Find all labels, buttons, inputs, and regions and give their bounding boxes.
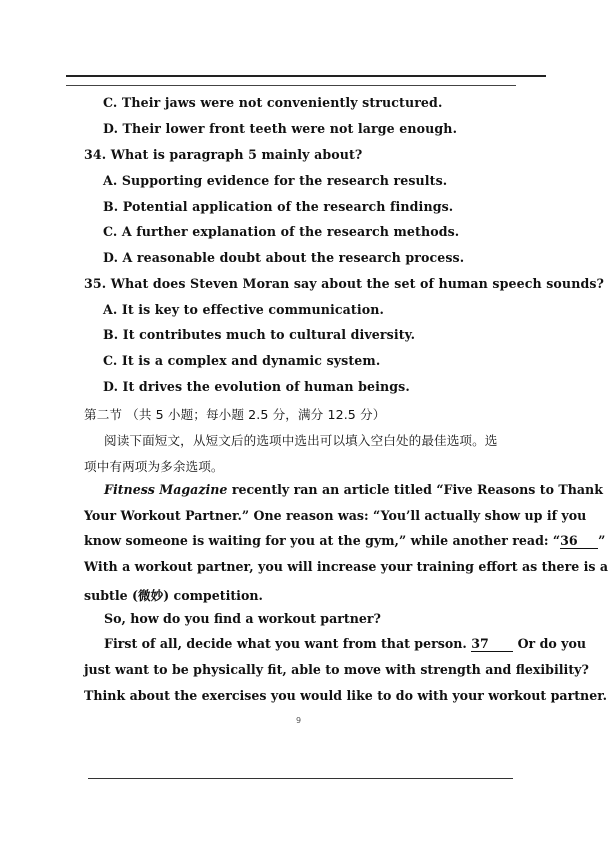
passage-p3-line1: First of all, decide what you want from that person. 37 Or do you: [104, 636, 587, 651]
instruction-line-1: 阅读下面短文，从短文后的选项中选出可以填入空白处的最佳选项。选: [104, 433, 498, 448]
passage-p3-line3: Think about the exercises you would like to do with your workout partner.: [84, 688, 608, 703]
header-rule-thin: [66, 85, 516, 86]
q35-option-c: C. It is a complex and dynamic system.: [103, 353, 381, 368]
passage-p1-line1: Fitness Magazine recently ran an article titled “Five Reasons to Thank: [104, 482, 603, 497]
q35-option-b: B. It contributes much to cultural diversity.: [103, 327, 416, 342]
passage-p1-line5: subtle (微妙) competition.: [84, 588, 263, 603]
q34-option-c: C. A further explanation of the research methods.: [103, 224, 460, 239]
instruction-line-2: 项中有两项为多余选项。: [84, 459, 224, 474]
passage-p1-line2: Your Workout Partner.” One reason was: “You’ll actually show up if you: [84, 508, 587, 523]
q33-option-d: D. Their lower front teeth were not large enough.: [103, 121, 458, 136]
q33-option-c: C. Their jaws were not conveniently structured.: [103, 95, 443, 110]
footer-rule: [88, 778, 513, 779]
q34-option-a: A. Supporting evidence for the research results.: [103, 173, 448, 188]
blank-37[interactable]: 37: [471, 637, 513, 652]
page-number: 9: [296, 716, 302, 725]
header-rule: [66, 75, 546, 77]
blank-36[interactable]: 36: [560, 534, 598, 549]
passage-p1-line4: With a workout partner, you will increase your training effort as there is a: [84, 559, 608, 574]
q34-option-d: D. A reasonable doubt about the research process.: [103, 250, 465, 265]
q35-option-a: A. It is key to effective communication.: [103, 302, 384, 317]
q35-stem: 35. What does Steven Moran say about the set of human speech sounds?: [84, 276, 605, 291]
q34-option-b: B. Potential application of the research findings.: [103, 199, 454, 214]
passage-p1-line3: know someone is waiting for you at the gym,” while another read: “36 ”: [84, 533, 606, 548]
magazine-title: Fitness Magazine: [104, 482, 228, 497]
section-heading: 第二节 （共 5 小题；每小题 2.5 分，满分 12.5 分）: [84, 407, 386, 422]
passage-p3-line2: just want to be physically fit, able to move with strength and flexibility?: [84, 662, 589, 677]
q34-stem: 34. What is paragraph 5 mainly about?: [84, 147, 363, 162]
q35-option-d: D. It drives the evolution of human beings.: [103, 379, 410, 394]
passage-p2: So, how do you find a workout partner?: [104, 611, 381, 626]
